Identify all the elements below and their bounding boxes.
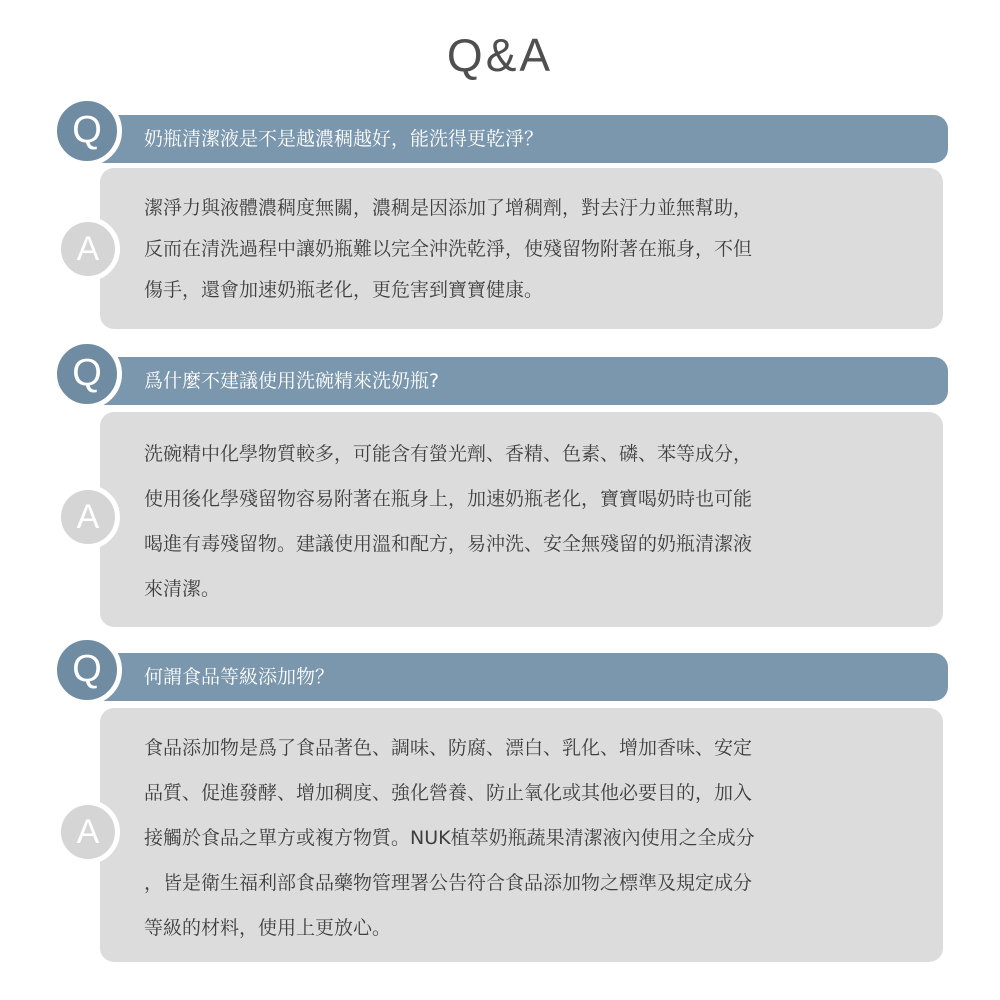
question-q-badge: Q bbox=[52, 339, 122, 409]
question-text-3: 何謂食品等級添加物？ bbox=[144, 666, 335, 688]
answer-card-2 bbox=[100, 412, 943, 627]
answer-line: 潔淨力與液體濃稠度無關，濃稠是因添加了增稠劑，對去汙力並無幫助， bbox=[144, 197, 753, 219]
answer-line: 反而在清洗過程中讓奶瓶難以完全沖洗乾淨，使殘留物附著在瓶身，不但 bbox=[144, 238, 753, 260]
question-text-2: 爲什麼不建議使用洗碗精來洗奶瓶? bbox=[144, 370, 440, 392]
answer-card-3 bbox=[100, 708, 943, 962]
answer-line: 使用後化學殘留物容易附著在瓶身上，加速奶瓶老化，寶寶喝奶時也可能 bbox=[144, 488, 753, 510]
answer-line: 接觸於食品之單方或複方物質。NUK植萃奶瓶蔬果清潔液內使用之全成分 bbox=[144, 827, 755, 849]
page-title: Q&A bbox=[446, 29, 554, 81]
answer-text-3 bbox=[144, 726, 919, 951]
question-q-badge: Q bbox=[52, 635, 122, 705]
question-bar-2 bbox=[64, 357, 948, 405]
question-bar-3 bbox=[64, 653, 948, 701]
question-q-badge: Q bbox=[52, 96, 122, 166]
answer-line: 喝進有毒殘留物。建議使用溫和配方，易沖洗、安全無殘留的奶瓶清潔液 bbox=[144, 533, 753, 555]
answer-a-badge: A bbox=[56, 800, 120, 864]
answer-line: 洗碗精中化學物質較多，可能含有螢光劑、香精、色素、磷、苯等成分， bbox=[144, 443, 753, 465]
answer-line: ，皆是衛生福利部食品藥物管理署公告符合食品添加物之標準及規定成分 bbox=[144, 872, 753, 894]
answer-card-1 bbox=[100, 168, 943, 329]
question-text-1: 奶瓶清潔液是不是越濃稠越好，能洗得更乾淨？ bbox=[144, 128, 544, 150]
question-bar-1 bbox=[64, 115, 948, 163]
answer-line: 品質、促進發酵、增加稠度、強化營養、防止氧化或其他必要目的，加入 bbox=[144, 782, 753, 804]
answer-a-badge: A bbox=[56, 217, 120, 281]
answer-line: 來清潔。 bbox=[144, 578, 221, 600]
answer-a-badge: A bbox=[56, 485, 120, 549]
answer-line: 等級的材料，使用上更放心。 bbox=[144, 917, 392, 939]
answer-text-2 bbox=[144, 432, 919, 612]
answer-line: 食品添加物是爲了食品著色、調味、防腐、漂白、乳化、增加香味、安定 bbox=[144, 737, 753, 759]
answer-text-1 bbox=[144, 188, 919, 311]
answer-line: 傷手，還會加速奶瓶老化，更危害到寶寶健康。 bbox=[144, 279, 544, 301]
